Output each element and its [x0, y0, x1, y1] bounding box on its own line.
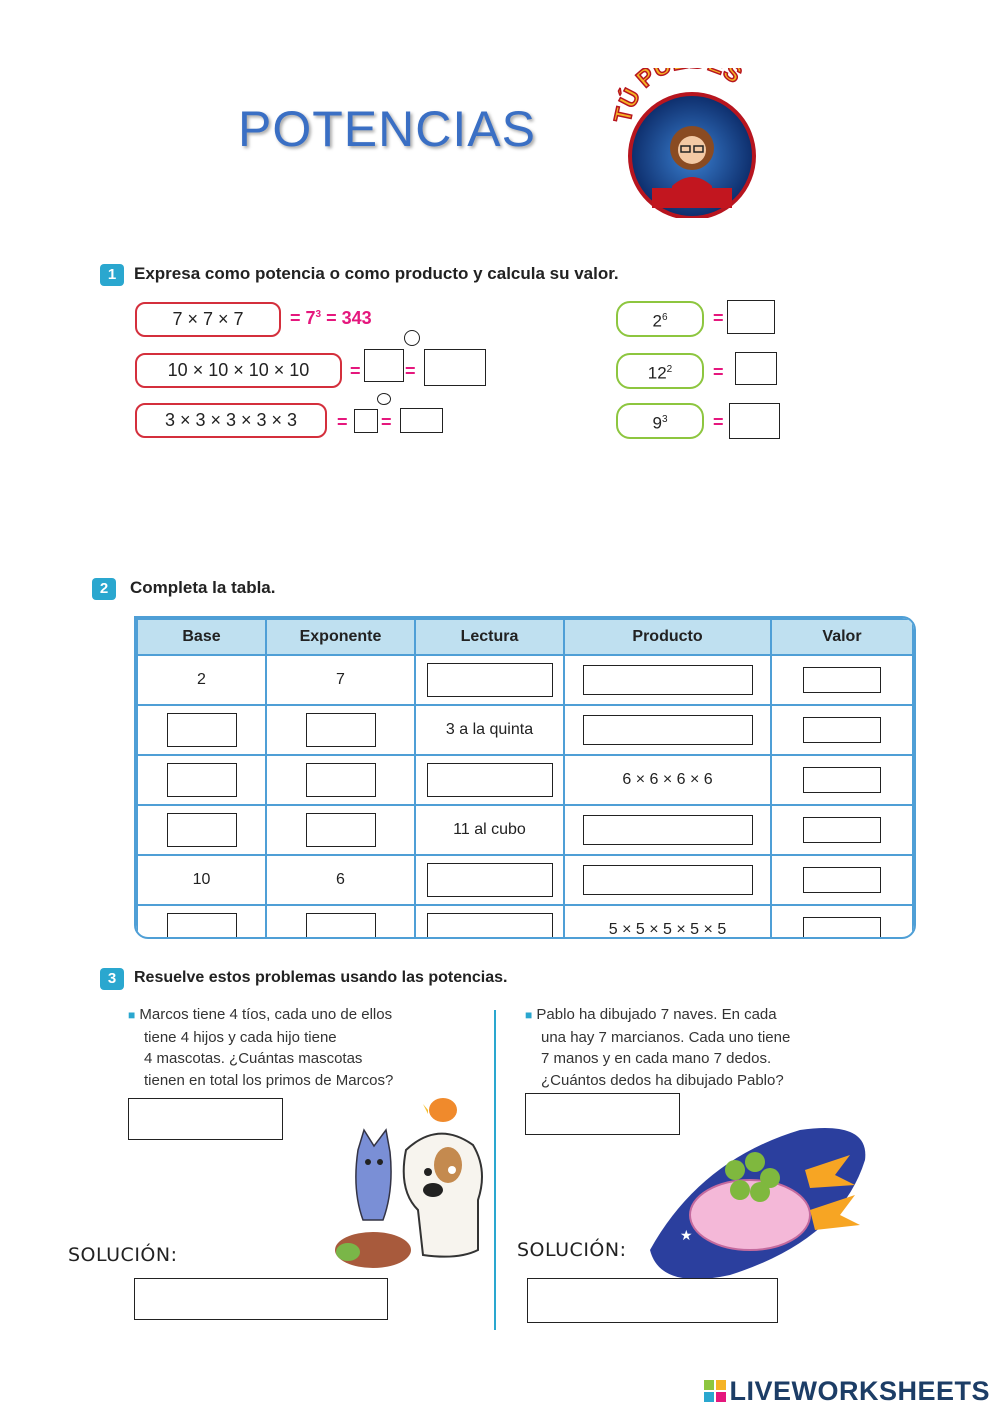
- power-exp: 2: [666, 364, 673, 375]
- column-divider: [494, 1010, 496, 1330]
- section-2-number: 2: [92, 578, 116, 600]
- table-cell-input: [137, 905, 266, 939]
- example-answer-value: = 343: [321, 308, 372, 328]
- table-cell: 11 al cubo: [415, 805, 564, 855]
- answer-input[interactable]: [167, 913, 237, 939]
- table-cell-input: [564, 855, 771, 905]
- exponent-input[interactable]: [404, 330, 420, 346]
- table-cell: 3 a la quinta: [415, 705, 564, 755]
- table-cell-input: [266, 805, 415, 855]
- section-3-instruction: Resuelve estos problemas usando las potencias.: [134, 969, 508, 986]
- equals-sign: =: [381, 412, 392, 432]
- table-cell-input: [564, 705, 771, 755]
- section-1-number: 1: [100, 264, 124, 286]
- problem-line: tienen en total los primos de Marcos?: [144, 1071, 394, 1089]
- answer-input[interactable]: [427, 763, 553, 797]
- answer-input[interactable]: [803, 817, 881, 843]
- answer-input[interactable]: [735, 352, 777, 385]
- svg-text:★: ★: [790, 1244, 801, 1258]
- answer-input[interactable]: [583, 865, 753, 895]
- problem-1: [128, 1004, 448, 1091]
- example-answer-base: = 7: [290, 308, 316, 328]
- bullet-icon: ■: [128, 1008, 136, 1022]
- table-row: [137, 805, 913, 855]
- table-cell-input: [415, 755, 564, 805]
- table-row: [137, 705, 913, 755]
- power-green-3: [616, 403, 704, 439]
- equals-sign: =: [713, 412, 724, 432]
- liveworksheets-logo: [704, 1376, 990, 1407]
- example-answer: [290, 308, 372, 329]
- answer-input[interactable]: [167, 713, 237, 747]
- problem-line: Pablo ha dibujado 7 naves. En cada: [536, 1006, 777, 1023]
- exponent-input[interactable]: [377, 393, 391, 405]
- answer-input[interactable]: [167, 813, 237, 847]
- section-2-instruction: Completa la tabla.: [130, 578, 276, 597]
- solution-label-1: SOLUCIÓN:: [68, 1244, 178, 1266]
- table-cell: 2: [137, 655, 266, 705]
- badge-text: TÚ P S: [612, 68, 747, 126]
- example-answer-exp: 3: [315, 309, 322, 320]
- brand-text: LIVEWORKSHEETS: [729, 1376, 990, 1406]
- table-cell: 10: [137, 855, 266, 905]
- answer-input[interactable]: [167, 763, 237, 797]
- spaceship-illustration: [640, 1100, 872, 1280]
- table-header: Lectura: [415, 619, 564, 655]
- answer-input[interactable]: [306, 913, 376, 939]
- answer-input[interactable]: [729, 403, 780, 439]
- equals-sign: =: [713, 362, 724, 382]
- table-cell-input: [771, 705, 913, 755]
- answer-input[interactable]: [364, 349, 404, 382]
- table-row: [137, 655, 913, 705]
- answer-input[interactable]: [583, 715, 753, 745]
- answer-input[interactable]: [803, 917, 881, 939]
- table-header: Base: [137, 619, 266, 655]
- answer-input[interactable]: [427, 663, 553, 697]
- table-cell-input: [266, 705, 415, 755]
- problem-2: [525, 1004, 845, 1091]
- equals-sign: =: [350, 361, 361, 381]
- power-green-1: [616, 301, 704, 337]
- table-cell: 5 × 5 × 5 × 5 × 5: [564, 905, 771, 939]
- answer-input[interactable]: [583, 665, 753, 695]
- power-exp: 3: [661, 414, 668, 425]
- problem-line: una hay 7 marcianos. Cada uno tiene: [541, 1028, 791, 1046]
- section-1-instruction: Expresa como potencia o como producto y calcula su valor.: [134, 264, 619, 283]
- answer-input[interactable]: [400, 408, 443, 433]
- equals-sign: =: [713, 308, 724, 328]
- table-cell-input: [771, 755, 913, 805]
- table-row: [137, 855, 913, 905]
- table-cell-input: [564, 655, 771, 705]
- solution-input-2[interactable]: [527, 1278, 778, 1323]
- pets-illustration: [328, 1090, 496, 1275]
- table-row: [137, 755, 913, 805]
- answer-input[interactable]: [306, 713, 376, 747]
- table-header: Producto: [564, 619, 771, 655]
- answer-input[interactable]: [306, 763, 376, 797]
- table-cell-input: [771, 655, 913, 705]
- power-base: 12: [647, 363, 667, 383]
- power-exp: 6: [661, 312, 668, 323]
- table-cell-input: [564, 805, 771, 855]
- liveworksheets-icon: [704, 1378, 726, 1400]
- table-header: Valor: [771, 619, 913, 655]
- answer-input[interactable]: [427, 863, 553, 897]
- table-cell-input: [137, 755, 266, 805]
- answer-input[interactable]: [583, 815, 753, 845]
- power-item-3: 3 × 3 × 3 × 3 × 3: [135, 403, 327, 438]
- table-cell-input: [771, 905, 913, 939]
- table-cell-input: [137, 805, 266, 855]
- solution-input-1[interactable]: [134, 1278, 388, 1320]
- answer-input[interactable]: [803, 717, 881, 743]
- table-cell-input: [415, 855, 564, 905]
- problem-line: tiene 4 hijos y cada hijo tiene: [144, 1028, 337, 1046]
- power-base: 2: [652, 311, 662, 331]
- table-cell-input: [415, 655, 564, 705]
- table-cell: 6 × 6 × 6 × 6: [564, 755, 771, 805]
- powers-table: [134, 616, 916, 939]
- answer-input[interactable]: [727, 300, 775, 334]
- problem-line: ¿Cuántos dedos ha dibujado Pablo?: [541, 1071, 784, 1089]
- svg-text:★: ★: [680, 1228, 693, 1244]
- answer-input[interactable]: [128, 1098, 283, 1140]
- table-cell-input: [415, 905, 564, 939]
- table-cell-input: [137, 705, 266, 755]
- equals-sign: =: [337, 412, 348, 432]
- table-cell-input: [771, 805, 913, 855]
- answer-input[interactable]: [354, 409, 378, 433]
- table-cell-input: [771, 855, 913, 905]
- power-item-1: 7 × 7 × 7: [135, 302, 281, 337]
- equals-sign: =: [405, 361, 416, 381]
- table-header: Exponente: [266, 619, 415, 655]
- problem-line: 7 manos y en cada mano 7 dedos.: [541, 1050, 772, 1067]
- problem-line: 4 mascotas. ¿Cuántas mascotas: [144, 1050, 363, 1067]
- solution-label-2: SOLUCIÓN:: [517, 1239, 627, 1261]
- tu-puedes-badge: [612, 68, 772, 218]
- answer-input[interactable]: [306, 813, 376, 847]
- answer-input[interactable]: [427, 913, 553, 939]
- answer-input[interactable]: [424, 349, 486, 386]
- table-cell: 7: [266, 655, 415, 705]
- table-cell: 6: [266, 855, 415, 905]
- section-3-number: 3: [100, 968, 124, 990]
- page-title: POTENCIAS: [238, 101, 536, 157]
- power-base: 9: [652, 413, 662, 433]
- answer-input[interactable]: [803, 667, 881, 693]
- answer-input[interactable]: [803, 867, 881, 893]
- table-cell-input: [266, 755, 415, 805]
- bullet-icon: ■: [525, 1008, 533, 1022]
- table-cell-input: [266, 905, 415, 939]
- table-row: [137, 905, 913, 939]
- power-item-2: 10 × 10 × 10 × 10: [135, 353, 342, 388]
- answer-input[interactable]: [803, 767, 881, 793]
- power-green-2: [616, 353, 704, 389]
- problem-line: Marcos tiene 4 tíos, cada uno de ellos: [139, 1006, 393, 1023]
